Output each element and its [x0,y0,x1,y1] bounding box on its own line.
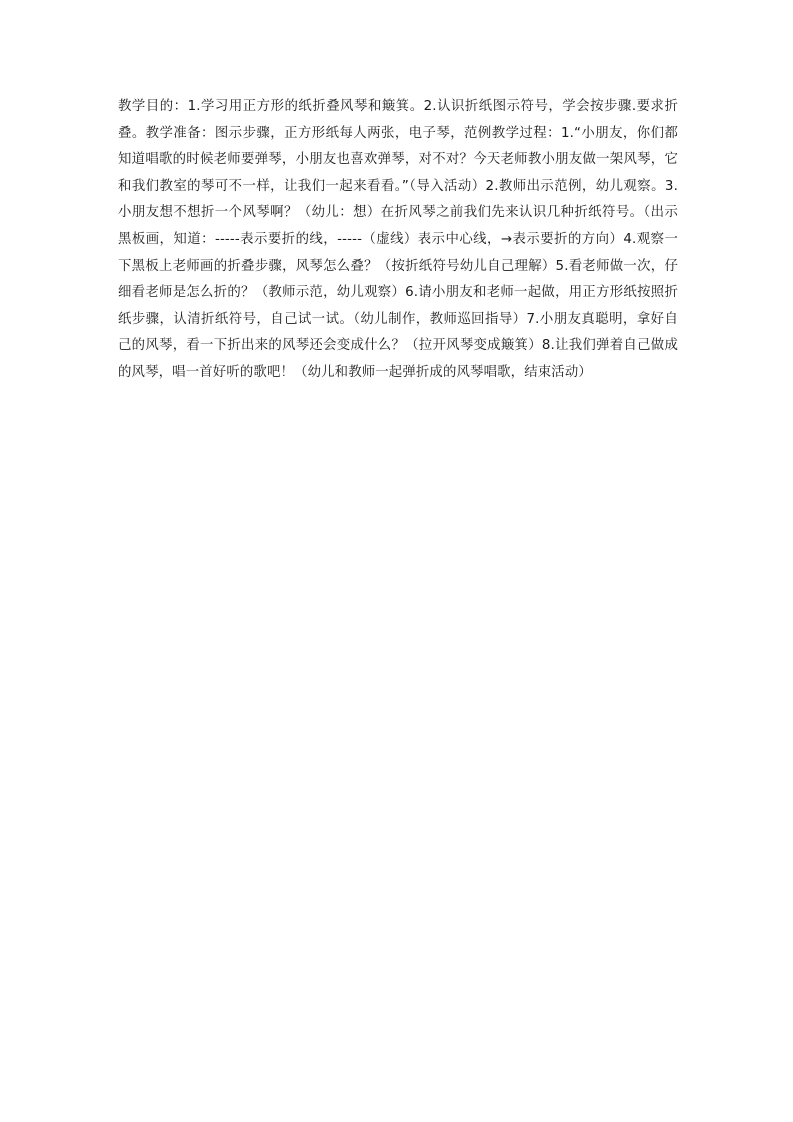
lesson-plan-paragraph: 教学目的：1.学习用正方形的纸折叠风琴和簸箕。2.认识折纸图示符号，学会按步骤.要求折叠。教学准备：图示步骤，正方形纸每人两张，电子琴，范例教学过程：1.“小朋友，你们都知道唱歌的时候老师要弹琴，小朋友也喜欢弹琴，对不对？今天老师教小朋友做一架风琴，它和我们教室的琴可不一样，让我们一起来看看。”（导入活动）2.教师出示范例，幼儿观察。3.小朋友想不想折一个风琴啊？（幼儿：想）在折风琴之前我们先来认识几种折纸符号。（出示黑板画，知道：-----表示要折的线，-----（虚线）表示中心线，→表示要折的方向）4.观察一下黑板上老师画的折叠步骤，风琴怎么叠？（按折纸符号幼儿自己理解）5.看老师做一次，仔细看老师是怎么折的？（教师示范，幼儿观察）6.请小朋友和老师一起做，用正方形纸按照折纸步骤，认清折纸符号，自己试一试。（幼儿制作，教师巡回指导）7.小朋友真聪明，拿好自己的风琴，看一下折出来的风琴还会变成什么？（拉开风琴变成簸箕）8.让我们弹着自己做成的风琴，唱一首好听的歌吧！（幼儿和教师一起弹折成的风琴唱歌，结束活动） [118,99,678,380]
